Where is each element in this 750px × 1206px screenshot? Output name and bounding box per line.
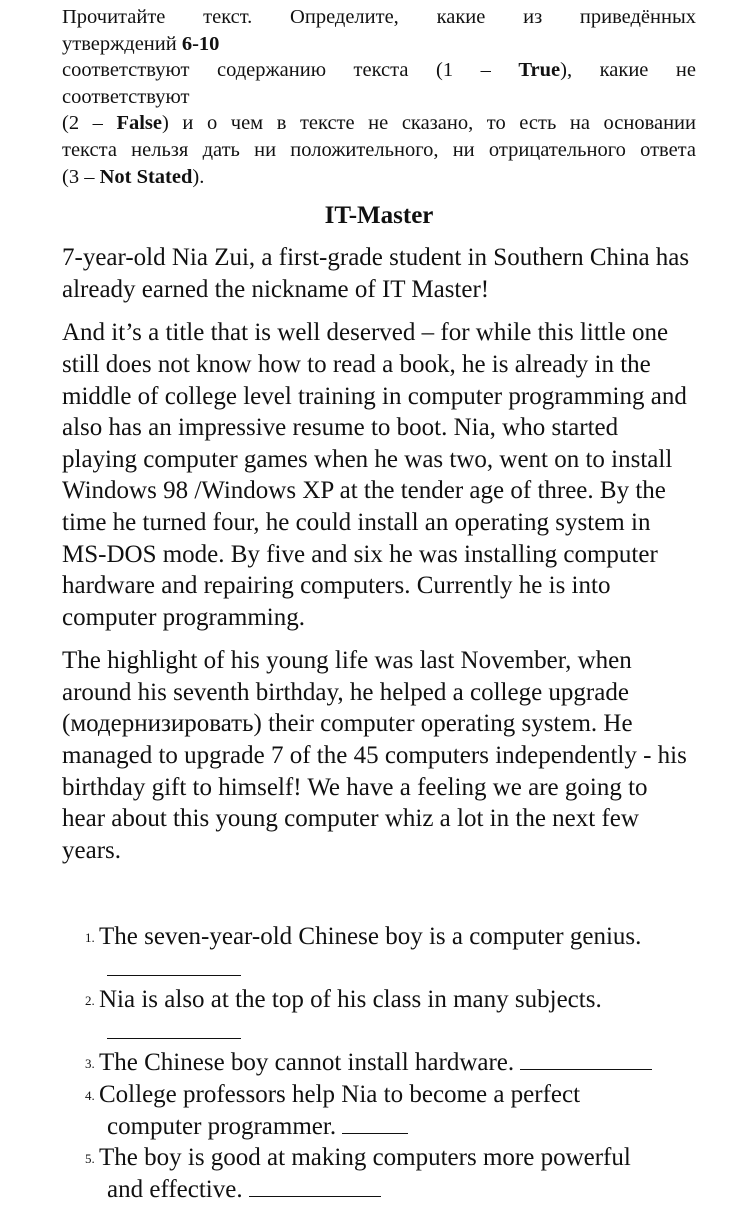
answer-blank[interactable] (107, 955, 241, 976)
instruction-text: утверждений (62, 32, 182, 55)
statement-number: 1. (85, 930, 95, 945)
document-page (62, 4, 696, 866)
article-paragraph-2: And it’s a title that is well deserved – for while this little one still does not know how to read a book, he is already in the middle of college level training in computer programming and also has an impressive resume to boot. Nia, who started playing computer games when he was two, went on to install Windows 98 /Windows XP at the tender age of three. By the time he turned four, he could install an operating system in MS-DOS mode. By five and six he was installing computer hardware and repairing computers. Currently he is into computer programming. (62, 319, 687, 631)
instruction-line-3 (62, 57, 696, 84)
answer-false-label: False (116, 112, 163, 135)
statement-range: 6-10 (181, 32, 220, 55)
statement-number: 2. (85, 993, 95, 1009)
statement-text-continued: computer programmer. (107, 1112, 337, 1140)
article-paragraph-1: 7-year-old Nia Zui, a first-grade student in Southern China has already earned the nickname of IT Master! (62, 244, 690, 303)
instruction-text: ) и о чем в тексте не сказано, то есть на основании (162, 112, 696, 135)
instruction-text: (2 – (62, 112, 117, 135)
answer-blank[interactable] (342, 1113, 408, 1134)
statement-text: Nia is also at the top of his class in many subjects. (99, 986, 602, 1014)
instruction-line-5 (62, 110, 696, 137)
instruction-text: соответствуют содержанию текста (1 – (62, 59, 519, 82)
instruction-line-7 (62, 164, 696, 191)
article-paragraph-3: The highlight of his young life was last November, when around his seventh birthday, he helped a college upgrade (модернизировать) their computer operating system. He managed to upgrade 7 of the 45 computers independently - his birthday gift to himself! We have a feeling we are going to hear about this young computer whiz a lot in the next few years. (62, 647, 687, 864)
instruction-line-2 (62, 31, 696, 58)
statement-item (85, 984, 705, 1047)
task-instructions (62, 4, 696, 190)
statement-text: The seven-year-old Chinese boy is a computer genius. (99, 923, 642, 950)
instruction-line-6: текста нельзя дать ни положительного, ни отрицательного ответа (62, 138, 696, 161)
statement-text-continued: and effective. (107, 1175, 243, 1203)
statements-list (85, 921, 705, 1205)
statement-item (85, 921, 705, 984)
statement-number: 3. (85, 1056, 95, 1072)
answer-true-label: True (518, 59, 561, 82)
answer-not-stated-label: Not Stated (99, 165, 193, 188)
statement-text: The Chinese boy cannot install hardware. (99, 1049, 515, 1077)
instruction-line-1: Прочитайте текст. Определите, какие из приведённых (62, 6, 696, 28)
statement-text: College professors help Nia to become a perfect (99, 1080, 581, 1108)
statement-item (85, 1142, 705, 1205)
answer-blank[interactable] (107, 1018, 241, 1039)
instruction-text: ). (192, 165, 205, 188)
instruction-line-4: соответствуют (62, 85, 190, 108)
statement-number: 5. (85, 1151, 95, 1167)
instruction-text: ), какие не (560, 59, 696, 82)
statement-number: 4. (85, 1087, 95, 1103)
answer-blank[interactable] (520, 1049, 652, 1070)
answer-blank[interactable] (249, 1176, 381, 1197)
statement-item (85, 1047, 705, 1079)
statement-text: The boy is good at making computers more powerful (99, 1144, 631, 1172)
statement-item (85, 1079, 705, 1142)
article-title: IT-Master (324, 202, 434, 230)
instruction-text: (3 – (62, 165, 100, 188)
